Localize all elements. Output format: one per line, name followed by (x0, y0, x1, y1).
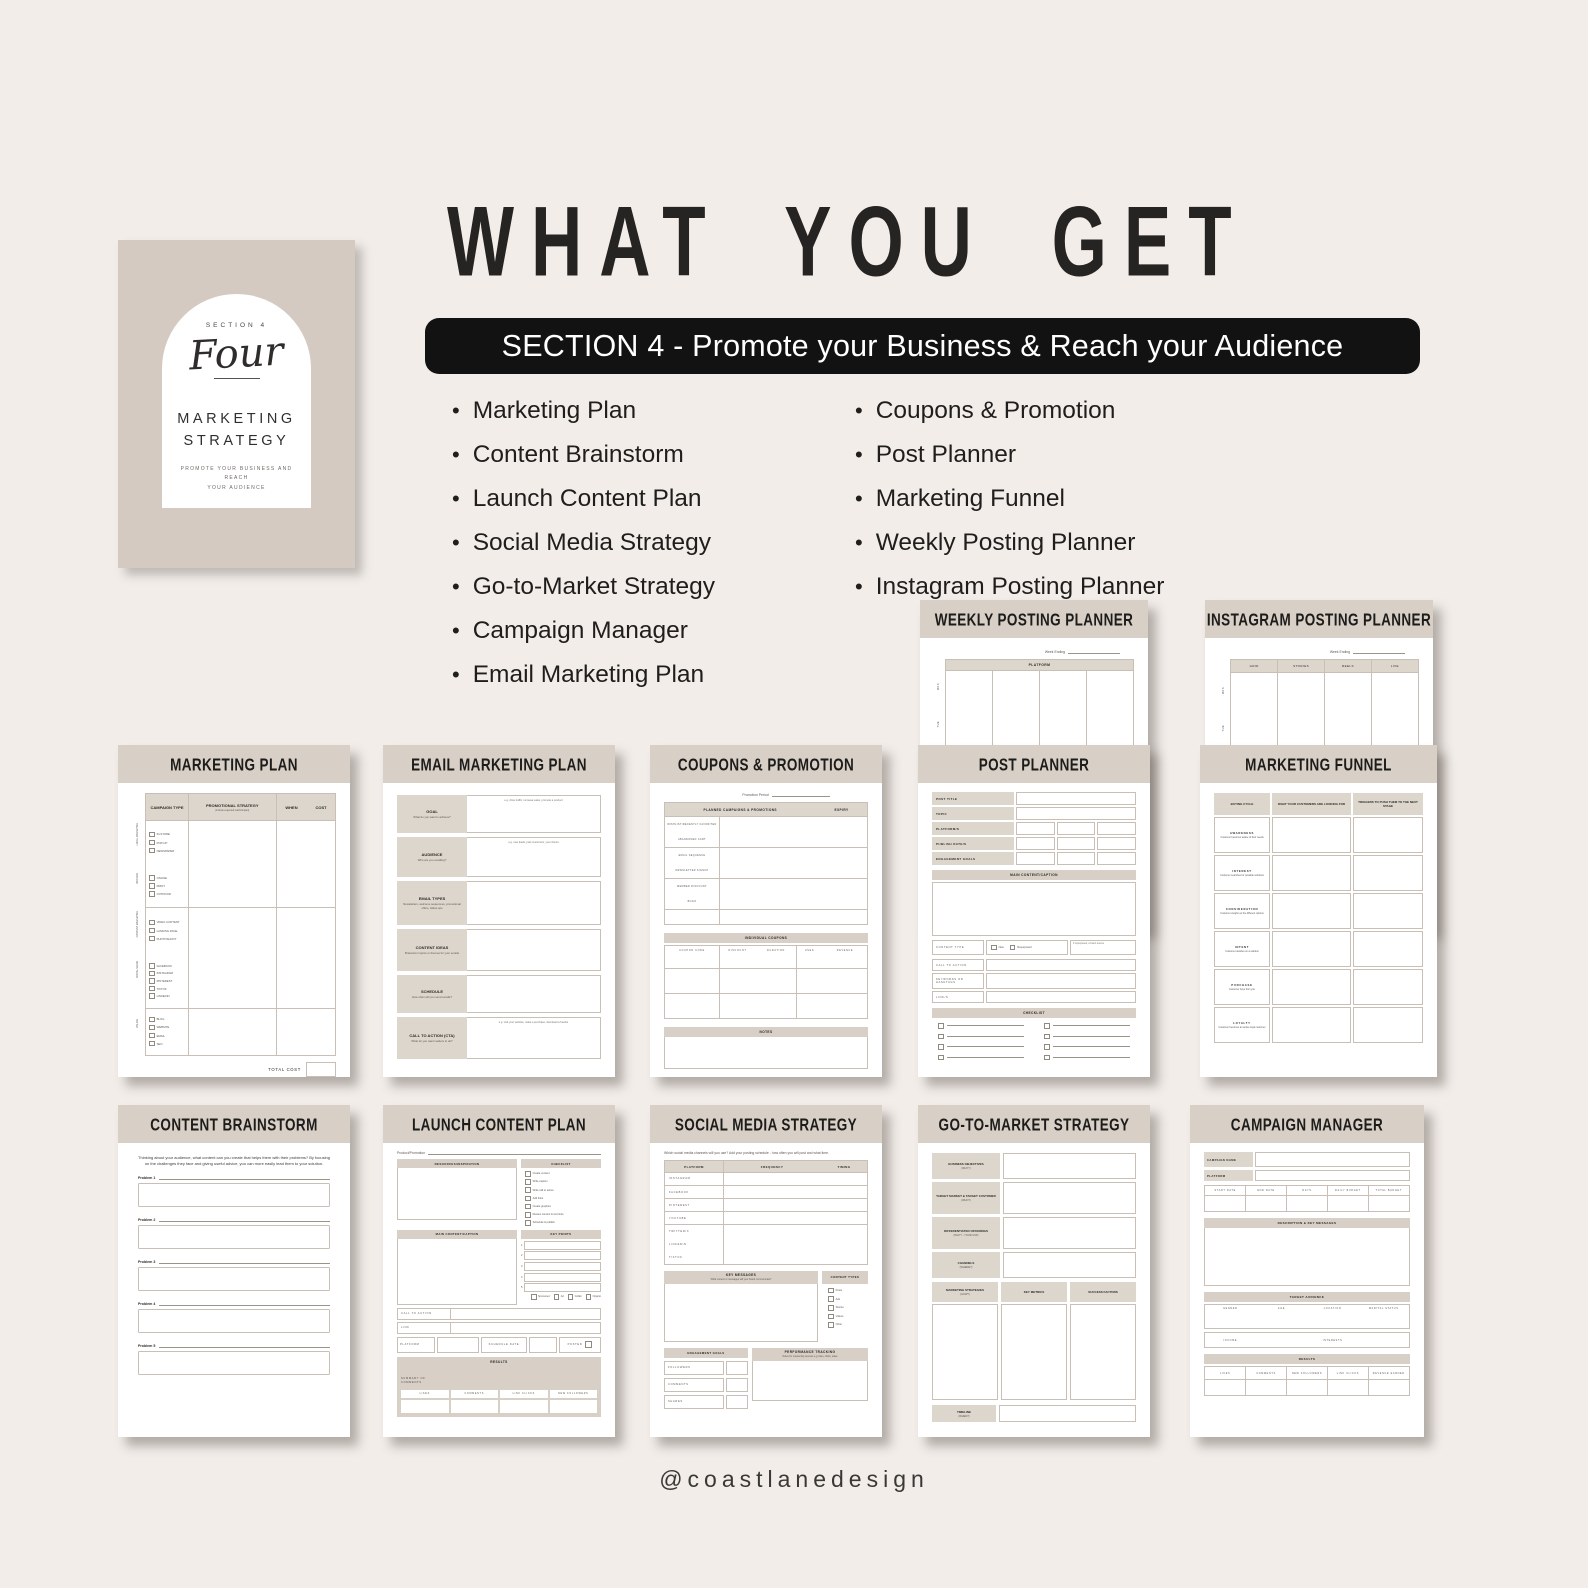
col-header: COUPON CODE (665, 946, 719, 956)
col-header: PROMOTIONAL STRATEGY (include expected reach/impact) (189, 794, 277, 820)
section-banner (425, 318, 1420, 374)
notes-box (664, 1037, 868, 1069)
campaign-type-cell: ONLINE PRINT OUTDOOR (146, 865, 188, 907)
thumb-header: COUPONS & PROMOTION (650, 745, 882, 783)
platform-row: PLATFORM SCHEDULE DATE POSTED (397, 1337, 601, 1353)
platform-cell: INSTAGRAM (665, 1173, 723, 1186)
col-header: WHEN (277, 794, 307, 820)
col-header: COST (307, 794, 335, 820)
dates-table (1204, 1185, 1410, 1212)
individual-coupons-header: INDIVIDUAL COUPONS (664, 933, 868, 943)
campaign-row-label: EMAIL SEQUENCE (665, 848, 719, 863)
gtm-row: BUSINESS OBJECTIVES (WHY?) (932, 1153, 1136, 1179)
stage-cell: PURCHASE Customer buys from you (1214, 969, 1270, 1005)
intro-text: Which social media channels will you use? Add your posting schedule - how often you will post and what time. (664, 1151, 829, 1155)
detail-row (932, 973, 1136, 989)
platform-row: PLATFORM (1204, 1170, 1410, 1181)
thumb-marketing-funnel (1200, 745, 1437, 1077)
field-row (932, 807, 1136, 820)
col-header: END DATE (1246, 1186, 1286, 1195)
bullet-icon: • (855, 574, 863, 599)
field-row (932, 837, 1136, 850)
col-header: DAILY BUDGET (1328, 1186, 1368, 1195)
problem-block: Problem 3 (138, 1260, 330, 1291)
bullet-icon: • (452, 530, 460, 555)
detail-row (932, 991, 1136, 1003)
audience-header: TARGET AUDIENCE (1204, 1292, 1410, 1302)
stage-cell: INTENT Customer decides on a solution (1214, 931, 1270, 967)
platform-header-cell: PLATFORM (946, 660, 1133, 670)
checkbox-icon (991, 945, 997, 951)
checkbox-icon (1010, 945, 1016, 951)
field-row (932, 792, 1136, 805)
list-item: • Launch Content Plan (452, 485, 702, 512)
bullet-icon: • (855, 486, 863, 511)
col-header: PLATFORM (665, 1161, 723, 1172)
campaign-name-row: CAMPAIGN NAME (1204, 1152, 1410, 1167)
cta-row: CALL TO ACTION (397, 1308, 601, 1320)
link-row: LINK (397, 1322, 601, 1334)
row-label: AUDIENCE Who are you emailing? (397, 837, 467, 877)
results-header: RESULTS (397, 1357, 601, 1367)
col-header: NEW FOLLOWERS (1287, 1367, 1327, 1379)
campaigns-header: PLANNED CAMPAIGNS & PROMOTIONS (665, 803, 816, 816)
campaign-row-label: ABANDONED CART (665, 832, 719, 847)
platform-cell: LINKEDIN (665, 1238, 723, 1251)
platform-cell: PINTEREST (665, 1199, 723, 1212)
feature-list-left (452, 397, 715, 689)
list-item: • Email Marketing Plan (452, 661, 705, 688)
detail-row (932, 959, 1136, 971)
platforms-table (664, 1160, 868, 1265)
results-table (1204, 1366, 1410, 1396)
notes-header: NOTES (664, 1027, 868, 1037)
stage-cell: AWARENESS Customer becomes aware of their needs (1214, 817, 1270, 853)
week-ending-label: Week Ending (1329, 650, 1350, 654)
page-title: WHAT YOU GET (447, 187, 1249, 298)
section-cover-card (118, 240, 355, 568)
cover-subtitle: PROMOTE YOUR BUSINESS AND REACH YOUR AUDIENCE (180, 465, 293, 491)
col-header: FREQUENCY (724, 1161, 821, 1172)
thumb-header: MARKETING FUNNEL (1200, 745, 1437, 783)
thumb-launch-content-plan (383, 1105, 615, 1437)
content-type-label: CONTENT TYPE (932, 940, 984, 955)
campaign-row-label: WISHLIST/RECENTLY FAVORITED (665, 817, 719, 832)
col-header: CAMPAIGN TYPE (146, 794, 188, 820)
coupons-table (664, 945, 868, 1020)
field-label: PUBLISH DATE/S (932, 837, 1014, 850)
col-header: DURATION (756, 946, 796, 956)
engagement-block: ENGAGEMENT GOALS FOLLOWERS COMMENTS SHARES (664, 1348, 748, 1409)
marketing-plan-table (145, 793, 336, 1056)
thumb-header: CAMPAIGN MANAGER (1190, 1105, 1424, 1143)
list-item: • Marketing Funnel (855, 485, 1065, 512)
thumb-marketing-plan (118, 745, 350, 1077)
campaign-row-label: NEWSLETTER SIGNUP (665, 863, 719, 878)
problem-block: Problem 5 (138, 1344, 330, 1375)
total-cost-label: TOTAL COST (268, 1066, 301, 1072)
col-header: DISCOUNT (720, 946, 756, 956)
checklist-body (932, 1020, 1136, 1060)
col-header: LIKES (1205, 1367, 1245, 1379)
thumb-header: POST PLANNER (918, 745, 1150, 783)
campaign-type-cell: VIDEO CONTENT LANDING PAGE PHOTOSHOOT (146, 908, 188, 954)
results-header: RESULTS (1204, 1354, 1410, 1364)
col-header: INCOME (1205, 1333, 1256, 1347)
thumb-post-planner (918, 745, 1150, 1077)
list-item: • Go-to-Market Strategy (452, 573, 716, 600)
content-types-block: CONTENT TYPES Posts Ads Stories Videos Other (822, 1271, 868, 1342)
form-row: AUDIENCE Who are you emailing? e.g. new leads, past customers, your clients (397, 837, 601, 877)
form-row (397, 881, 601, 925)
day-gutter: MON TUE (1222, 687, 1225, 732)
field-label: ENGAGEMENT GOALS (932, 852, 1014, 865)
bullet-icon: • (452, 662, 460, 687)
cover-arch (162, 294, 311, 508)
promotion-period-line (772, 796, 830, 797)
col-header: NEW FOLLOWERS (550, 1390, 598, 1398)
thumb-header: EMAIL MARKETING PLAN (383, 745, 615, 783)
thumb-social-media-strategy (650, 1105, 882, 1437)
col-header: TOTAL BUDGET (1369, 1186, 1409, 1195)
campaigns-table (664, 802, 868, 925)
thumb-email-marketing-plan (383, 745, 615, 1077)
field-label: POST TITLE (932, 792, 1014, 805)
thumb-header: MARKETING PLAN (118, 745, 350, 783)
post-type-checks: Sponsored Ad Collab Organic (521, 1294, 601, 1300)
row-label: SCHEDULE How often will you send emails? (397, 975, 467, 1013)
campaign-type-cell: IN-STORE POP-UP NEWSPAPER (146, 821, 188, 865)
platform-cell: FACEBOOK (665, 1186, 723, 1199)
row-label: CALL TO ACTION (CTA) What do you want readers to do? (397, 1017, 467, 1059)
brand-handle: @coastlanedesign (659, 1466, 929, 1492)
col-header: LOCATION (1307, 1305, 1358, 1313)
col-header: REVENUE EARNED (1369, 1367, 1409, 1379)
field-row (932, 852, 1136, 865)
platform-cell: YOUTUBE (665, 1212, 723, 1225)
audience-table-2 (1204, 1332, 1410, 1348)
funnel-table (1214, 793, 1423, 1043)
row-label: GOAL What do you want to achieve? (397, 795, 467, 833)
cover-arc-label: SECTION 4 (205, 322, 268, 329)
expiry-header: EXPIRY (816, 803, 867, 816)
bullet-icon: • (452, 398, 460, 423)
campaign-row-label: BOGO (665, 894, 719, 909)
description-header: DESCRIPTION & KEY MESSAGES (1204, 1218, 1410, 1228)
form-row (397, 975, 601, 1013)
checklist-block: CHECKLIST Create content Write caption Write call to action Add links Create graphics Review content & test links Schedule & publish (521, 1159, 601, 1226)
group-gutter: LOCAL MARKETING PAID ADS CONTENT MARKETING SOCIAL MEDIA ONLINE (136, 823, 139, 1028)
field-label: PLATFORM/S (932, 822, 1014, 835)
platform-cell: TIKTOK (665, 1251, 723, 1264)
thumb-header: INSTAGRAM POSTING PLANNER (1205, 600, 1433, 638)
problem-block: Problem 2 (138, 1218, 330, 1249)
main-content-header: MAIN CONTENT/CAPTION (932, 870, 1136, 880)
form-row: CALL TO ACTION (CTA) What do you want readers to do? e.g. visit your website, make a purchase, download a freebie (397, 1017, 601, 1059)
col-header: LIKES (401, 1390, 449, 1398)
col-header: GENDER (1205, 1305, 1256, 1313)
bullet-icon: • (855, 530, 863, 555)
col-header: START DATE (1205, 1186, 1245, 1195)
list-item: • Marketing Plan (452, 397, 637, 424)
col-header: COMMENTS (1246, 1367, 1286, 1379)
col-header: BUYING CYCLE (1214, 793, 1270, 815)
col-header: USES (797, 946, 823, 956)
gtm-row: DIFFERENTIATED OFFERINGS (WHY? - YOUR USP) (932, 1217, 1136, 1249)
gtm-row: CHANNELS (WHERE?) (932, 1252, 1136, 1278)
intro-text: Thinking about your audience, what content can you create that helps them with their problems? By focusing on the challenges they face and giving useful advice, you can more easily lead them to your solution. (138, 1155, 330, 1167)
col-header: AGE (1256, 1305, 1307, 1313)
col-header: GRID (1231, 660, 1277, 672)
col-header: TIMING (821, 1161, 867, 1172)
row-label: CONTENT IDEAS Brainstorm topics or themes for your emails (397, 929, 467, 971)
day-gutter: MON TUE (937, 683, 940, 728)
form-row (397, 929, 601, 971)
col-header: WHAT YOUR CUSTOMERS ARE LOOKING FOR (1272, 793, 1351, 815)
col-header: LIVE (1372, 660, 1418, 672)
col-header: STORIES (1278, 660, 1324, 672)
list-item: • Weekly Posting Planner (855, 529, 1136, 556)
section-banner-text: SECTION 4 - Promote your Business & Reach your Audience (501, 328, 1344, 363)
resources-block: RESOURCES/INSPIRATION (397, 1159, 517, 1226)
form-row: GOAL What do you want to achieve? e.g. drive traffic, increase sales, promote a product (397, 795, 601, 833)
results-body: SUMMARY OF COMMENTS LIKES COMMENTS LINK CLICKS NEW FOLLOWERS (397, 1367, 601, 1417)
campaign-type-cell: FACEBOOK INSTAGRAM PINTEREST TIKTOK LINKEDIN (146, 954, 188, 1008)
stage-cell: INTEREST Customer searches for possible solutions (1214, 855, 1270, 891)
main-content-block: MAIN CONTENT/CAPTION (397, 1230, 517, 1305)
thumb-content-brainstorm (118, 1105, 350, 1437)
bullet-icon: • (855, 442, 863, 467)
key-messages-block: KEY MESSAGES What content or messages will your brand communicate? (664, 1271, 818, 1342)
cover-title: MARKETING STRATEGY (177, 411, 296, 449)
thumb-campaign-manager (1190, 1105, 1424, 1437)
detail-label: KEYWORDS OR HASHTAGS (932, 973, 984, 989)
checklist-header: CHECKLIST (932, 1008, 1136, 1018)
detail-label: LINK/S (932, 991, 984, 1003)
list-item: • Coupons & Promotion (855, 397, 1116, 424)
col-header: INTERESTS (1307, 1333, 1358, 1347)
thumb-coupons-promotion (650, 745, 882, 1077)
main-content-box (932, 882, 1136, 936)
problem-block: Problem 4 (138, 1302, 330, 1333)
problem-block: Problem 1 (138, 1176, 330, 1207)
bullet-icon: • (855, 398, 863, 423)
week-ending-label: Week Ending (1044, 650, 1065, 654)
total-cost-box (306, 1062, 336, 1077)
platform-cell: TWITTER/X (665, 1225, 723, 1238)
content-type-row: CONTENT TYPE New Repurposed If repurposed, content source (932, 940, 1136, 955)
col-header: LINK CLICKS (500, 1390, 548, 1398)
field-label: TOPIC (932, 807, 1014, 820)
list-item: • Instagram Posting Planner (855, 573, 1165, 600)
bullet-icon: • (452, 486, 460, 511)
col-header: DAYS (1287, 1186, 1327, 1195)
week-ending-line (1068, 653, 1120, 654)
product-label: Product/Promotion (397, 1151, 426, 1155)
detail-label: CALL TO ACTION (932, 959, 984, 971)
campaign-type-cell: BLOG WEBSITE EMAIL SEO (146, 1009, 188, 1055)
bullet-icon: • (452, 574, 460, 599)
performance-block: PERFORMANCE TRACKING Notes for measuring success e.g. likes, clicks, sales (752, 1348, 868, 1409)
field-row (932, 822, 1136, 835)
col-header: REELS (1325, 660, 1371, 672)
timeline-row: TIMELINE (WHEN?) (932, 1405, 1136, 1422)
col-header: REVENUE (823, 946, 867, 956)
stage-cell: LOYALTY Customer becomes an active loyal customer (1214, 1007, 1270, 1043)
bullet-icon: • (452, 618, 460, 643)
col-header: COMMENTS (451, 1390, 499, 1398)
list-item: • Campaign Manager (452, 617, 688, 644)
col-header: LINK CLICKS (1328, 1367, 1368, 1379)
list-item: • Post Planner (855, 441, 1016, 468)
col-header: TRIGGERS TO PUSH THEM TO THE NEXT STAGE (1353, 793, 1423, 815)
description-box (1204, 1228, 1410, 1286)
promotion-period-label: Promotion Period (742, 793, 769, 797)
feature-list-right (855, 397, 1164, 601)
thumb-go-to-market-strategy (918, 1105, 1150, 1437)
cover-underline (214, 378, 260, 379)
list-item: • Social Media Strategy (452, 529, 712, 556)
gtm-columns: MARKETING STRATEGIES (HOW?) KEY METRICS SUCCESS FACTORS (932, 1282, 1136, 1400)
key-points-block: KEY POINTS 1 2 3 4 5 Sponsored Ad Collab Organic (521, 1230, 601, 1305)
gtm-row: TARGET MARKET & TARGET CUSTOMER (WHO?) (932, 1182, 1136, 1214)
week-ending-line (1353, 653, 1405, 654)
row-label: EMAIL TYPES Newsletters, welcome sequences, promotional offers, follow-ups (397, 881, 467, 925)
thumb-header: GO-TO-MARKET STRATEGY (918, 1105, 1150, 1143)
thumb-header: LAUNCH CONTENT PLAN (383, 1105, 615, 1143)
list-item: • Content Brainstorm (452, 441, 684, 468)
audience-table (1204, 1304, 1410, 1330)
thumb-header: SOCIAL MEDIA STRATEGY (650, 1105, 882, 1143)
bullet-icon: • (452, 442, 460, 467)
col-header: MARITAL STATUS (1358, 1305, 1409, 1313)
campaign-row-label: MEMBER DISCOUNT (665, 879, 719, 894)
thumb-header: WEEKLY POSTING PLANNER (920, 600, 1148, 638)
stage-cell: CONSIDERATION Customer weighs up the different options (1214, 893, 1270, 929)
cover-script-word: Four (188, 328, 285, 380)
thumb-header: CONTENT BRAINSTORM (118, 1105, 350, 1143)
